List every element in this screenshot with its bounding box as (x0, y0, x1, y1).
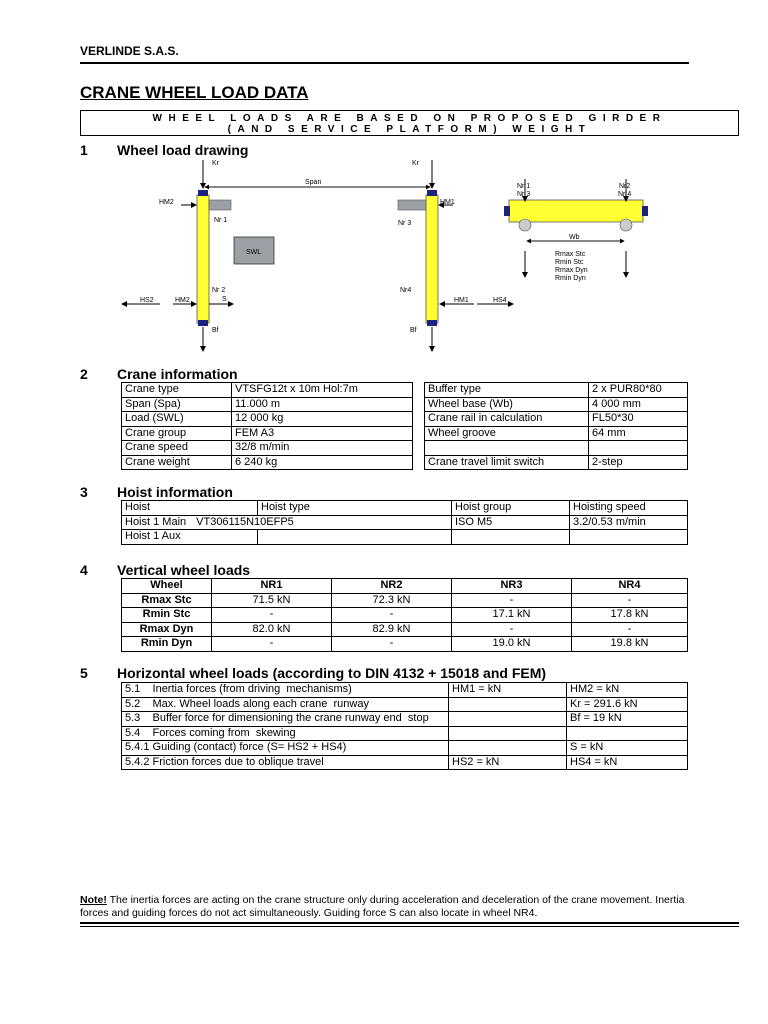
hoist-type: VT306115N10EFP5 (196, 515, 294, 528)
banner-line-1: WHEEL LOADS ARE BASED ON PROPOSED GIRDER (152, 113, 667, 124)
load-value: - (332, 637, 452, 652)
label-hs4: HS4 (493, 297, 507, 304)
load-value: 72.3 kN (332, 593, 452, 608)
table-row (122, 412, 413, 427)
note-label: Note! (80, 894, 107, 906)
column-header: Hoist type (258, 501, 452, 516)
crane-info-value: VTSFG12t x 10m Hol:7m (232, 383, 413, 398)
table-row (425, 455, 688, 470)
crane-info-value: 2 x PUR80*80 (589, 383, 688, 398)
wheel-load-drawing (0, 155, 768, 360)
table-row (122, 637, 688, 652)
table-row (122, 741, 688, 756)
label-swl: SWL (246, 249, 262, 256)
label-s: S (222, 296, 227, 303)
section-2-title: Crane information (117, 366, 238, 382)
load-value (449, 726, 567, 741)
section-4-title: Vertical wheel loads (117, 562, 251, 578)
left-bottom-wheel (198, 320, 208, 326)
hoist-type (258, 530, 452, 545)
load-value: - (332, 608, 452, 623)
label-side-nr2: Nr2 (619, 183, 631, 190)
crane-info-label: Crane rail in calculation (425, 412, 589, 427)
banner-line-2: (AND SERVICE PLATFORM) WEIGHT (227, 124, 592, 135)
section-1-title: Wheel load drawing (117, 142, 249, 158)
right-runway-beam (426, 195, 438, 323)
table-row (122, 383, 413, 398)
side-view-beam (509, 200, 643, 222)
column-header: NR1 (212, 579, 332, 594)
crane-info-value: FEM A3 (232, 426, 413, 441)
crane-info-value: 32/8 m/min (232, 441, 413, 456)
company-name: VERLINDE S.A.S. (80, 44, 179, 58)
left-runway-beam (197, 195, 209, 323)
crane-info-value: 4 000 mm (589, 397, 688, 412)
load-value: HM2 = kN (567, 683, 688, 698)
label-rmax-stc: Rmax Stc (555, 251, 586, 258)
crane-info-label: Wheel groove (425, 426, 589, 441)
table-row (122, 712, 688, 727)
hoist-name: Hoist 1 Main (125, 515, 187, 528)
crane-info-left-table (121, 382, 413, 470)
load-value: Kr = 291.6 kN (567, 697, 688, 712)
right-top-wheel (427, 190, 437, 196)
load-value: 17.8 kN (572, 608, 688, 623)
row-label: Rmax Stc (122, 593, 212, 608)
column-header: Wheel (122, 579, 212, 594)
load-value: 19.8 kN (572, 637, 688, 652)
crane-info-value (589, 441, 688, 456)
vertical-loads-table (121, 578, 688, 652)
horizontal-loads-table (121, 682, 688, 770)
load-value (449, 712, 567, 727)
side-right-wheel (620, 219, 632, 231)
load-value: 17.1 kN (452, 608, 572, 623)
label-rmin-dyn: Rmin Dyn (555, 275, 586, 282)
weight-banner (80, 110, 739, 136)
left-top-wheel (198, 190, 208, 196)
side-left-wheel (519, 219, 531, 231)
table-row (425, 383, 688, 398)
label-kr-right: Kr (412, 160, 419, 167)
label-hm1-top: HM1 (440, 199, 455, 206)
table-row (425, 441, 688, 456)
label-hs2: HS2 (140, 297, 154, 304)
row-label: Rmin Dyn (122, 637, 212, 652)
table-row (122, 683, 688, 698)
section-3-title: Hoist information (117, 484, 233, 500)
crane-info-label: Crane travel limit switch (425, 455, 589, 470)
right-end-carriage (398, 200, 426, 210)
load-description: 5.2 Max. Wheel loads along each crane runway (122, 697, 449, 712)
label-span: Span (305, 179, 322, 186)
crane-info-label: Buffer type (425, 383, 589, 398)
load-value: 82.9 kN (332, 622, 452, 637)
hoist-group: ISO M5 (452, 515, 570, 530)
label-side-nr3: Nr 3 (517, 191, 531, 198)
load-value: - (452, 593, 572, 608)
header-rule (80, 62, 689, 64)
load-value: - (572, 593, 688, 608)
load-value: S = kN (567, 741, 688, 756)
table-row (122, 697, 688, 712)
table-row (425, 412, 688, 427)
label-nr2: Nr 2 (212, 287, 226, 294)
footer-rule (80, 922, 739, 924)
side-right-end (642, 206, 648, 216)
load-value (449, 741, 567, 756)
table-row (122, 515, 688, 530)
load-description: 5.3 Buffer force for dimensioning the crane runway end stop (122, 712, 449, 727)
load-value: HS2 = kN (449, 755, 567, 770)
crane-info-value: FL50*30 (589, 412, 688, 427)
crane-info-value: 64 mm (589, 426, 688, 441)
section-4-number: 4 (80, 562, 88, 578)
section-1-number: 1 (80, 142, 88, 158)
label-bf-left: Bf (212, 327, 219, 334)
column-header: NR4 (572, 579, 688, 594)
table-row (122, 755, 688, 770)
table-header-row (122, 579, 688, 594)
load-value (449, 697, 567, 712)
load-description: 5.4.2 Friction forces due to oblique travel (122, 755, 449, 770)
crane-info-label: Wheel base (Wb) (425, 397, 589, 412)
label-nr1: Nr 1 (214, 217, 228, 224)
crane-info-label: Load (SWL) (122, 412, 232, 427)
hoist-speed (570, 530, 688, 545)
note-text: The inertia forces are acting on the crane structure only during acceleration and deceleration of the crane movement. Inertia forces and guiding forces do not act simultaneously. Guiding force S can also locate in wheel NR4. (80, 894, 685, 919)
load-description: 5.1 Inertia forces (from driving mechanisms) (122, 683, 449, 698)
right-bottom-wheel (427, 320, 437, 326)
label-hm2-bottom: HM2 (175, 297, 190, 304)
table-row (122, 726, 688, 741)
label-hm2-top: HM2 (159, 199, 174, 206)
footnote (80, 894, 700, 920)
side-left-end (504, 206, 510, 216)
column-header: NR3 (452, 579, 572, 594)
load-value: HM1 = kN (449, 683, 567, 698)
table-header-row (122, 501, 688, 516)
load-value (567, 726, 688, 741)
load-description: 5.4.1 Guiding (contact) force (S= HS2 + HS4) (122, 741, 449, 756)
load-value: - (452, 622, 572, 637)
table-row (122, 608, 688, 623)
footer-rule-thin (80, 926, 739, 927)
table-row (122, 441, 413, 456)
crane-info-label: Span (Spa) (122, 397, 232, 412)
column-header: Hoist group (452, 501, 570, 516)
hoist-name: Hoist 1 Aux (122, 530, 258, 545)
crane-info-label (425, 441, 589, 456)
column-header: Hoist (122, 501, 258, 516)
crane-info-value: 2-step (589, 455, 688, 470)
load-value: 19.0 kN (452, 637, 572, 652)
load-value: 71.5 kN (212, 593, 332, 608)
section-3-number: 3 (80, 484, 88, 500)
column-header: Hoisting speed (570, 501, 688, 516)
document-title: CRANE WHEEL LOAD DATA (80, 83, 309, 102)
row-label: Rmin Stc (122, 608, 212, 623)
load-value: - (572, 622, 688, 637)
table-row (122, 622, 688, 637)
table-row (122, 455, 413, 470)
hoist-name-type-cell (122, 515, 452, 530)
table-row (122, 530, 688, 545)
load-description: 5.4 Forces coming from skewing (122, 726, 449, 741)
section-5-title: Horizontal wheel loads (according to DIN 4132 + 15018 and FEM) (117, 665, 547, 681)
label-nr3: Nr 3 (398, 220, 412, 227)
label-kr-left: Kr (212, 160, 219, 167)
crane-info-label: Crane weight (122, 455, 232, 470)
column-header: NR2 (332, 579, 452, 594)
left-end-carriage (209, 200, 231, 210)
label-hm1-bottom: HM1 (454, 297, 469, 304)
crane-info-label: Crane group (122, 426, 232, 441)
hoist-group (452, 530, 570, 545)
table-row (122, 426, 413, 441)
load-value: - (212, 637, 332, 652)
crane-info-value: 12 000 kg (232, 412, 413, 427)
table-row (122, 397, 413, 412)
crane-info-label: Crane speed (122, 441, 232, 456)
label-rmin-stc: Rmin Stc (555, 259, 584, 266)
hoist-info-table (121, 500, 688, 545)
load-value: 82.0 kN (212, 622, 332, 637)
table-row (425, 397, 688, 412)
hoist-speed: 3.2/0.53 m/min (570, 515, 688, 530)
label-rmax-dyn: Rmax Dyn (555, 267, 588, 274)
table-row (122, 593, 688, 608)
label-nr4: Nr4 (400, 287, 412, 294)
load-value: HS4 = kN (567, 755, 688, 770)
label-bf-right: Bf (410, 327, 417, 334)
section-2-number: 2 (80, 366, 88, 382)
load-value: Bf = 19 kN (567, 712, 688, 727)
crane-info-value: 11.000 m (232, 397, 413, 412)
section-5-number: 5 (80, 665, 88, 681)
crane-info-label: Crane type (122, 383, 232, 398)
crane-info-right-table (424, 382, 688, 470)
label-wb: Wb (569, 234, 580, 241)
load-value: - (212, 608, 332, 623)
crane-info-value: 6 240 kg (232, 455, 413, 470)
table-row (425, 426, 688, 441)
row-label: Rmax Dyn (122, 622, 212, 637)
label-side-nr4: Nr 4 (618, 191, 632, 198)
label-side-nr1: Nr 1 (517, 183, 531, 190)
